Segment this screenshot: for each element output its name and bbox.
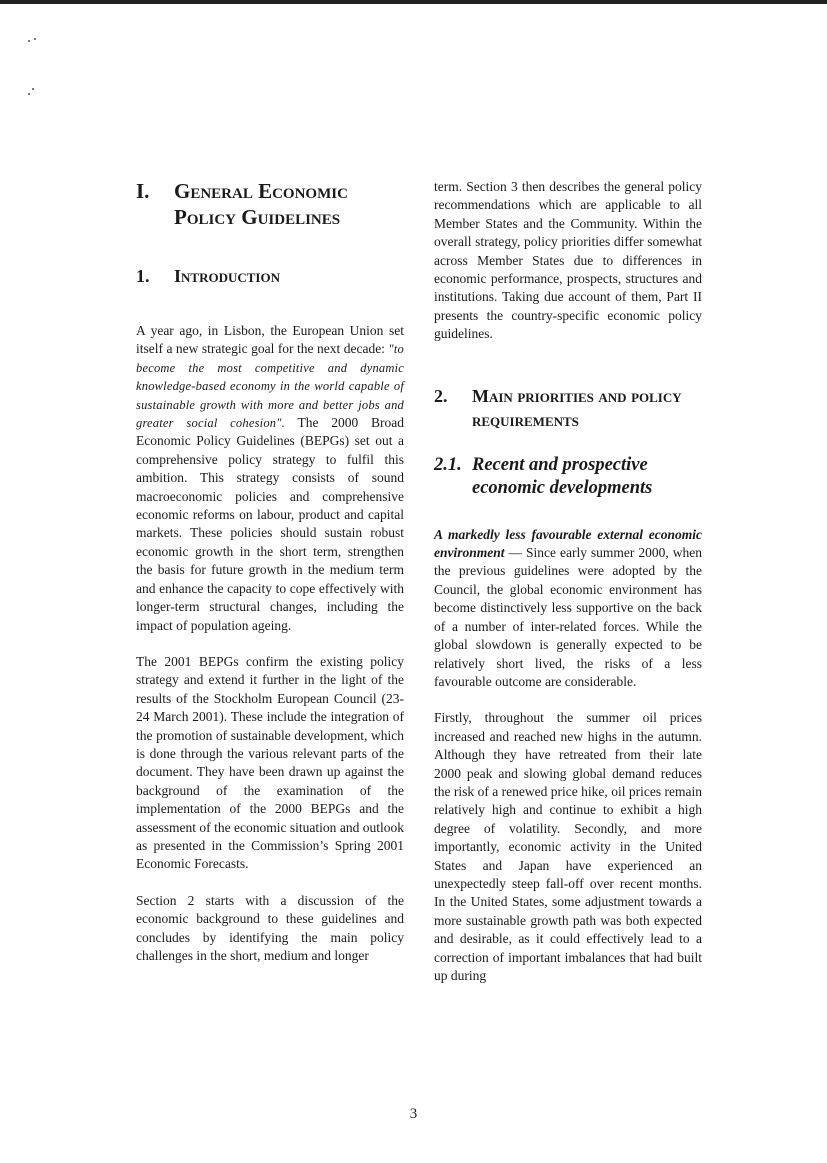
scan-speck (28, 40, 30, 42)
section-heading-introduction (136, 264, 404, 288)
subsection-heading-recent-developments (434, 454, 702, 500)
paragraph-text: A year ago, in Lisbon, the European Union set itself a new strategic goal for the next decade: (136, 323, 404, 357)
paragraph-section-overview: Section 2 starts with a discussion of the economic background to these guidelines and concludes by identifying the main policy challenges in the short, medium and longer (136, 892, 404, 963)
paragraph-2001-bepgs: The 2001 BEPGs confirm the existing policy strategy and extend it further in the light of the results of the Stockholm European Council (23-24 March 2001). These include the integration of the promotion of sustainable development, which is done through the various relevant parts of the document. They have been drawn up against the background of the examination of the implementation of the 2000 BEPGs and the assessment of the economic situation and outlook as presented in the Commission’s Spring 2001 Economic Forecasts. (136, 653, 404, 872)
paragraph-lisbon-goal (136, 322, 404, 635)
section-number: 2. (434, 385, 448, 406)
subsection-number: 2.1. (434, 454, 462, 475)
section-title: Main priorities and policy requirements (472, 385, 682, 430)
left-column (136, 178, 404, 983)
chapter-heading (136, 178, 404, 230)
paragraph-section-3-description: term. Section 3 then describes the general policy recommendations which are applicable to all Member States and the Community. Within the overall strategy, policy priorities differ somewhat across Member States due to differences in economic performance, prospects, structures and institutions. Taking due account of them, Part II presents the country-specific economic policy guidelines. (434, 179, 702, 342)
em-dash: — (504, 545, 526, 561)
paragraph-text: Since early summer 2000, when the previous guidelines were adopted by the Council, the global economic environment has become distinctively less supportive on the back of a number of inter-related forces. While the global slowdown is generally expected to be relatively short lived, the risks of a less favourable outcome are considerable. (434, 545, 702, 689)
run-in-heading: A markedly less favourable external economic environment (434, 526, 702, 561)
scan-speck (28, 93, 30, 95)
paragraph-external-environment (434, 526, 702, 692)
section-title: Introduction (174, 266, 280, 286)
scan-speck (32, 88, 34, 90)
chapter-number: I. (136, 179, 150, 203)
right-column (434, 178, 702, 1003)
paragraph-oil-prices: Firstly, throughout the summer oil prices increased and reached new highs in the autumn. Although they have retreated from their late 2000 peak and slowing global demand reduces the risk of a renewed price hike, oil prices remain relatively high and continue to exhibit a high degree of volatility. Secondly, and more importantly, economic activity in the United States and Japan have experienced an unexpectedly steep fall-off over recent months. In the United States, some adjustment towards a more sustainable growth path was both expected and desirable, as it could effectively lead to a correction of important imbalances that had built up during (434, 710, 702, 983)
section-number: 1. (136, 266, 150, 286)
section-heading-main-priorities (434, 384, 702, 432)
subsection-title: Recent and prospective economic developments (472, 454, 653, 498)
scan-speck (34, 38, 36, 40)
page-number: 3 (409, 1106, 418, 1122)
paragraph-text: The 2000 Broad Economic Policy Guidelines (BEPGs) set out a comprehensive policy strategy to fulfil this ambition. This strategy consists of sound macroeconomic policies and comprehensive economic reforms on labour, product and capital markets. These policies should sustain robust economic growth in the short term, strengthen the basis for future growth in the medium term and enhance the capacity to cope effectively with longer-term structural changes, including the impact of population ageing. (136, 415, 404, 633)
chapter-title: General Economic Policy Guidelines (174, 179, 348, 229)
lisbon-quote: "to become the most competitive and dynamic knowledge-based economy in the world capable of sustainable growth with more and better jobs and greater social cohesion". (136, 342, 404, 431)
top-scan-border (0, 0, 827, 4)
